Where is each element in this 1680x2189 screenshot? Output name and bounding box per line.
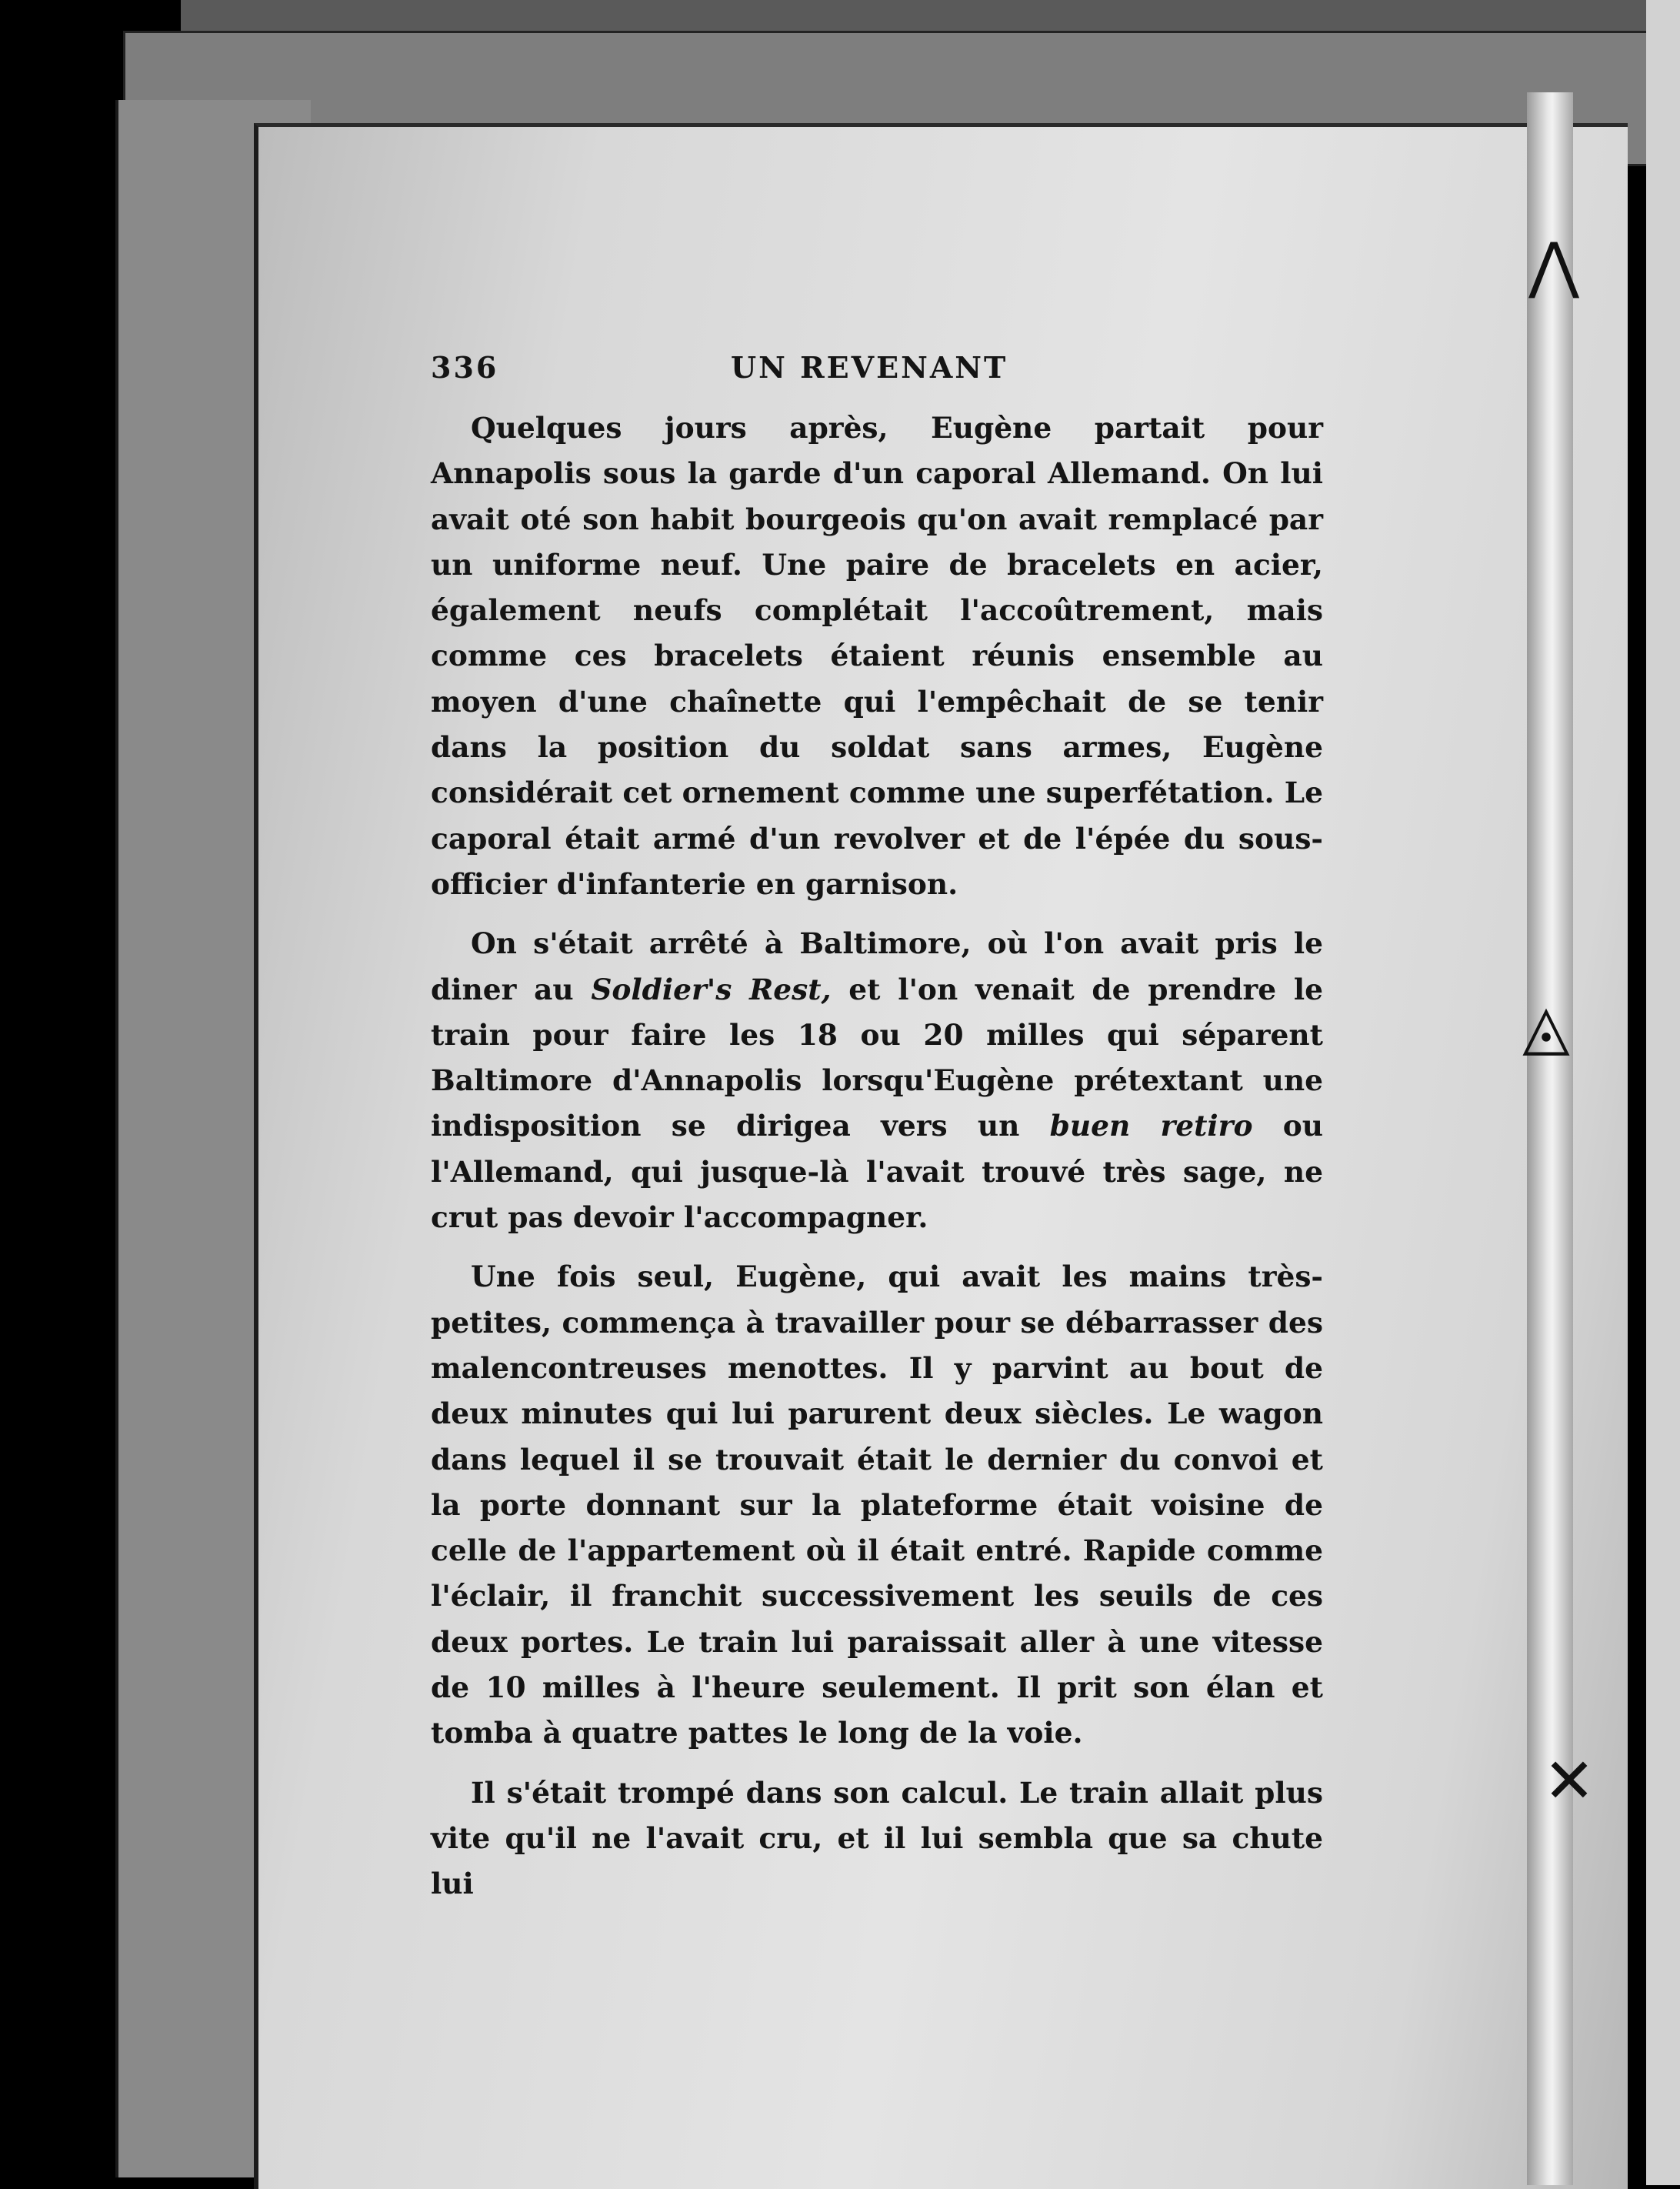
text-run: Il s'était trompé dans son calcul. Le train allait plus vite qu'il ne l'avait cru, et il lui sembla que sa chute lui <box>431 1775 1323 1901</box>
text-run: Quelques jours après, Eugène partait pour Annapolis sous la garde d'un caporal Allemand. On lui avait oté son habit bourgeois qu'on avait remplacé par un uniforme neuf. Une paire de bracelets en acier, également neufs complétait l'accoûtrement, mais comme ces bracelets étaient réunis ensemble au moyen d'une chaînette qui l'empêchait de se tenir dans la position du soldat sans armes, Eugène considérait cet ornement comme une superfétation. Le caporal était armé d'un revolver et de l'épée du sous-officier d'infanterie en garnison. <box>431 411 1323 901</box>
italic-text: Soldier's Rest, <box>591 972 832 1006</box>
stitch-mark: ⋀ <box>1528 229 1579 301</box>
page-number: 336 <box>431 350 499 385</box>
page-content <box>431 350 1323 1907</box>
text-run: Une fois seul, Eugène, qui avait les mains très-petites, commença à travailler pour se débarrasser des malencontreuses menottes. Il y parvint au bout de deux minutes qui lui parurent deux siècles. Le wagon dans lequel il se trouvait était le dernier du convoi et la porte donnant sur la plateforme était voisine de celle de l'appartement où il était entré. Rapide comme l'éclair, il franchit successivement les seuils de ces deux portes. Le train lui paraissait aller à une vitesse de 10 milles à l'heure seulement. Il prit son élan et tomba à quatre pattes le long de la voie. <box>431 1260 1323 1750</box>
paragraph <box>431 921 1323 1240</box>
binding-strip <box>1527 92 1573 2185</box>
paragraph <box>431 1770 1323 1907</box>
italic-text: buen retiro <box>1049 1109 1253 1143</box>
running-head: UN REVENANT <box>731 350 1008 385</box>
stitch-mark: ✕ <box>1543 1745 1595 1817</box>
right-page-edge <box>1646 0 1680 2185</box>
text-run: ou l'Allemand, qui jusque-là l'avait trouvé très sage, ne crut pas devoir l'accompagner. <box>431 1109 1323 1235</box>
stitch-mark: ◬ <box>1522 991 1570 1063</box>
paragraph <box>431 1254 1323 1756</box>
paragraph <box>431 405 1323 907</box>
text-run: et l'on venait de prendre le train pour faire les 18 ou 20 milles qui séparent Baltimore d'Annapolis lorsqu'Eugène prétextant une indisposition se dirigea vers un <box>431 972 1323 1143</box>
page-header <box>431 350 1323 405</box>
body-text <box>431 405 1323 1907</box>
text-run: On s'était arrêté à Baltimore, où l'on avait pris le diner au <box>431 926 1323 1006</box>
